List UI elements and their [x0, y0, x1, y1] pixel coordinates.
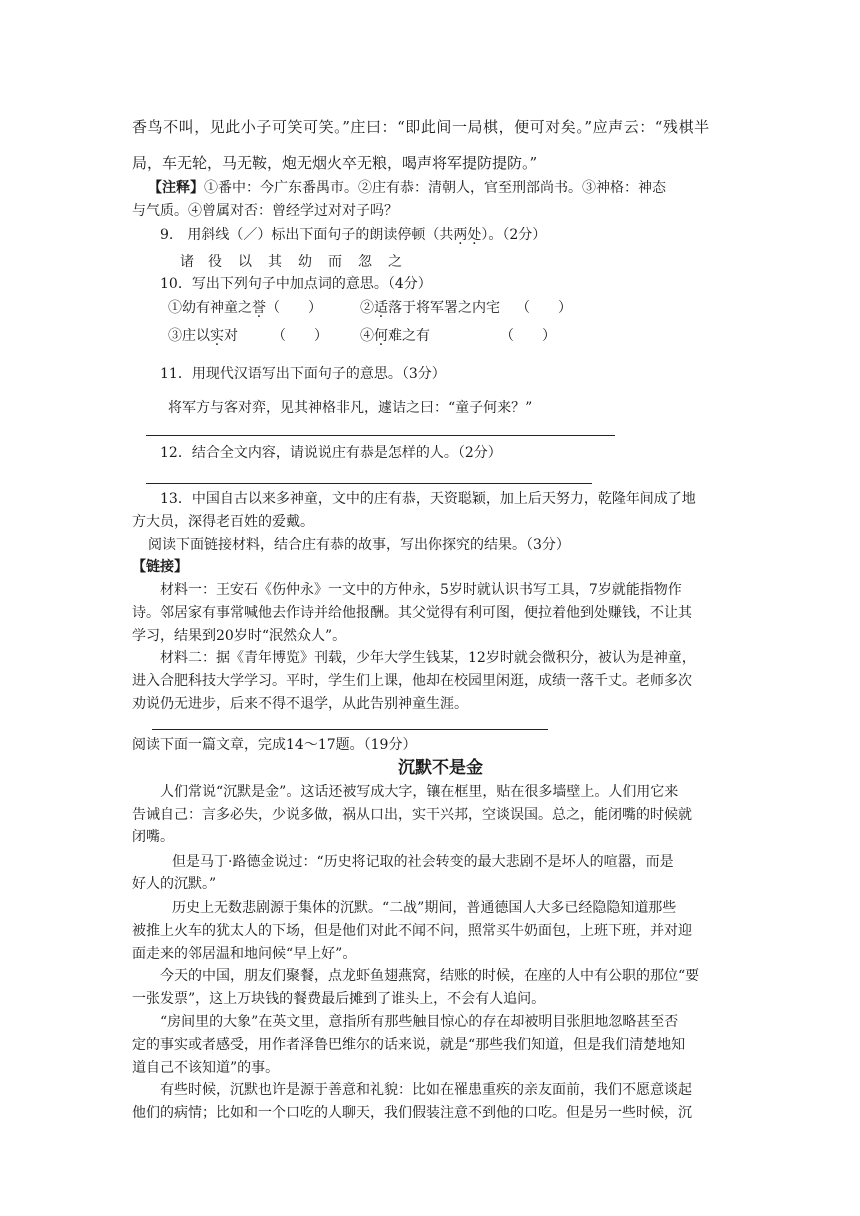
notes-text: 与气质。④曾属对否：曾经学过对对子吗？ — [132, 203, 398, 219]
article-paragraph: 一张发票”，这上万块钱的餐费最后摊到了谁头上，不会有人追问。 — [132, 991, 546, 1007]
item-text: ①幼有神童之 — [168, 300, 252, 316]
question-text: 9. 用斜线（／）标出下面句子的朗读停顿（共 — [160, 227, 454, 243]
sentence-char: 以 — [238, 254, 252, 270]
item-text: ② — [360, 300, 374, 316]
answer-blank: （ ） — [266, 300, 322, 316]
notes-text: ①番中：今广东番禺市。②庄有恭：清朝人，官至刑部尚书。③神格：神态 — [204, 180, 666, 196]
sentence-char: 之 — [388, 254, 402, 270]
answer-line — [146, 435, 615, 436]
article-paragraph: 道自己不该知道”的事。 — [132, 1060, 280, 1076]
material-1: 诗。邻居家有事常喊他去作诗并给他报酬。其父觉得有利可图，便拉着他到处赚钱，不让其 — [132, 605, 692, 621]
q10-item — [168, 298, 322, 318]
question-13-task: 阅读下面链接材料，结合庄有恭的故事，写出你探究的结果。（3分） — [148, 537, 570, 553]
answer-line — [152, 729, 548, 730]
dotted-char: 处 — [467, 227, 482, 243]
question-13: 方大员，深得老百姓的爱戴。 — [132, 514, 314, 530]
q11-sentence: 将军方与客对弈，见其神格非凡，遽诘之曰：“童子何来？” — [168, 400, 533, 416]
q10-item — [168, 326, 328, 346]
section-intro: 阅读下面一篇文章，完成14～17题。（19分） — [132, 737, 417, 753]
article-paragraph: “房间里的大象”在英文里，意指所有那些触目惊心的存在却被明目张胆地忽略甚至否 — [160, 1014, 679, 1030]
article-paragraph: 定的事实或者感受，用作者泽鲁巴维尔的话来说，就是“那些我们知道，但是我们清楚地知 — [132, 1037, 686, 1053]
answer-blank: （ ） — [272, 328, 328, 344]
answer-line — [146, 483, 592, 484]
sentence-char: 而 — [328, 254, 342, 270]
pause-sentence — [180, 252, 418, 272]
dotted-char: 誉 — [252, 300, 266, 316]
item-text: 对 — [224, 328, 238, 344]
article-paragraph: 面走来的邻居温和地问候“早上好”。 — [132, 946, 357, 962]
sentence-char: 其 — [268, 254, 282, 270]
link-tag: 【链接】 — [132, 559, 188, 575]
question-13: 13．中国自古以来多神童，文中的庄有恭，天资聪颖，加上后天努力，乾隆年间成了地 — [160, 491, 696, 507]
sentence-char: 忽 — [358, 254, 372, 270]
article-paragraph: 闭嘴。 — [132, 829, 174, 845]
material-1: 材料一：王安石《伤仲永》一文中的方仲永，5岁时就认识书写工具，7岁就能指物作 — [160, 582, 682, 598]
article-paragraph: 告诫自己：言多必失，少说多做，祸从口出，实干兴邦，空谈误国。总之，能闭嘴的时候就 — [132, 807, 692, 823]
material-2: 劝说仍无进步，后来不得不退学，从此告别神童生涯。 — [132, 696, 468, 712]
article-paragraph: 他们的病情；比如和一个口吃的人聊天，我们假装注意不到他的口吃。但是另一些时候，沉 — [132, 1105, 692, 1121]
question-12: 12．结合全文内容，请说说庄有恭是怎样的人。（2分） — [160, 445, 502, 461]
article-paragraph: 有些时候，沉默也许是源于善意和礼貌：比如在罹患重疾的亲友面前，我们不愿意谈起 — [160, 1082, 692, 1098]
item-text: ③庄以 — [168, 328, 210, 344]
question-text: ）。（2分） — [481, 227, 547, 243]
notes-tag: 【注释】 — [148, 180, 204, 196]
dotted-char: 两 — [453, 227, 468, 243]
article-paragraph: 但是马丁·路德金说过：“历史将记取的社会转变的最大悲剧不是坏人的喧嚣，而是 — [172, 854, 674, 870]
material-2: 材料二：据《青年博览》刊载，少年大学生钱某，12岁时就会微积分，被认为是神童， — [160, 650, 696, 666]
notes — [148, 178, 666, 198]
story-line: 香鸟不叫，见此小子可笑可笑。”庄曰：“即此间一局棋，便可对矣。”应声云：“残棋半 — [132, 118, 710, 136]
item-text: 落于将军署之内宅 — [388, 300, 500, 316]
sentence-char: 役 — [208, 254, 222, 270]
answer-blank: （ ） — [500, 328, 556, 344]
sentence-char: 幼 — [298, 254, 312, 270]
story-line: 局，车无轮，马无鞍，炮无烟火卒无粮，喝声将军提防提防。” — [132, 154, 538, 172]
article-title: 沉默不是金 — [398, 758, 483, 778]
question-9 — [160, 225, 546, 245]
q10-item — [360, 298, 572, 318]
item-text: ④ — [360, 328, 374, 344]
dotted-char: 适 — [374, 300, 388, 316]
item-text: 难之有 — [388, 328, 430, 344]
material-1: 学习，结果到20岁时“泯然众人”。 — [132, 628, 347, 644]
article-paragraph: 今天的中国，朋友们聚餐，点龙虾鱼翅燕窝，结账的时候，在座的人中有公职的那位“要 — [160, 968, 700, 984]
material-2: 进入合肥科技大学学习。平时，学生们上课，他却在校园里闲逛，成绩一落千丈。老师多次 — [132, 673, 692, 689]
question-10: 10．写出下列句子中加点词的意思。（4分） — [160, 276, 432, 292]
article-paragraph: 历史上无数悲剧源于集体的沉默。“二战”期间，普通德国人大多已经隐隐知道那些 — [172, 900, 677, 916]
question-11: 11．用现代汉语写出下面句子的意思。（3分） — [160, 366, 446, 382]
answer-blank: （ ） — [516, 300, 572, 316]
dotted-char: 实 — [210, 328, 224, 344]
article-paragraph: 人们常说“沉默是金”。这话还被写成大字，镶在框里，贴在很多墙壁上。人们用它来 — [160, 784, 679, 800]
dotted-char: 何 — [374, 328, 388, 344]
q10-item — [360, 326, 556, 346]
article-paragraph: 被推上火车的犹太人的下场，但是他们对此不闻不问，照常买牛奶面包，上班下班，并对迎 — [132, 923, 692, 939]
article-paragraph: 好人的沉默。” — [132, 876, 217, 892]
sentence-char: 诸 — [180, 254, 194, 270]
